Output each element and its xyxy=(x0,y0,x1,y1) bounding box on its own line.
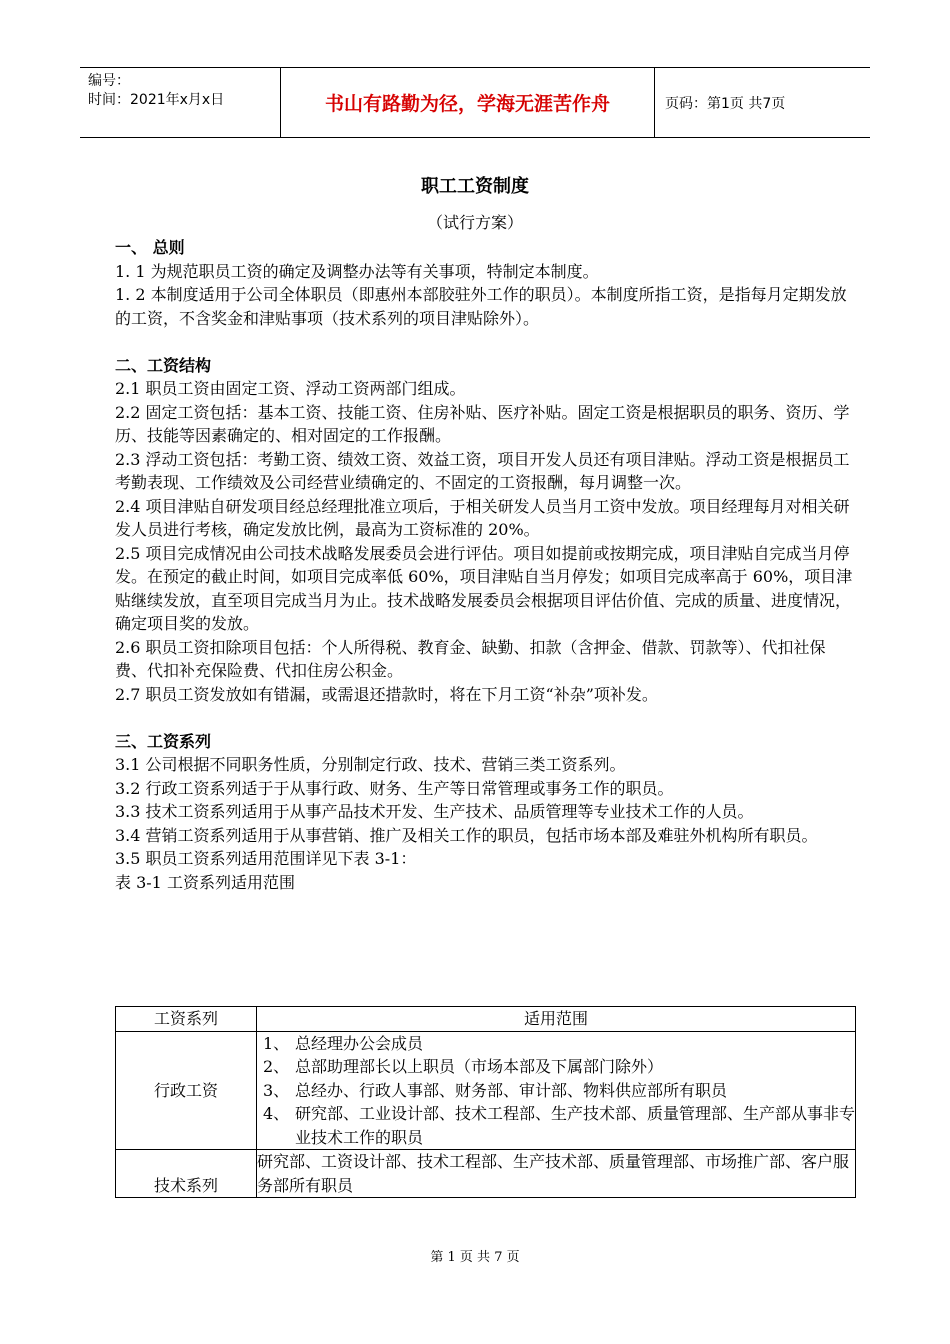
list-item xyxy=(257,1032,855,1056)
paragraph-3-2: 3.2 行政工资系列适于于从事行政、财务、生产等日常管理或事务工作的职员。 xyxy=(115,778,674,798)
list-item xyxy=(257,1079,855,1103)
paragraph-2-4: 2.4 项目津贴自研发项目经总经理批准立项后，于相关研发人员当月工资中发放。项目经理每月对相关研发人员进行考核，确定发放比例，最高为工资标准的 20%。 xyxy=(115,496,850,539)
table-caption: 表 3-1 工资系列适用范围 xyxy=(115,872,295,892)
list-item-number: 3、 xyxy=(263,1080,290,1100)
table-cell-series: 技术系列 xyxy=(116,1150,257,1198)
list-item-number: 2、 xyxy=(263,1057,290,1076)
section-heading-3: 三、工资系列 xyxy=(115,731,212,751)
table-cell-scope: 研究部、工资设计部、技术工程部、生产技术部、质量管理部、市场推广部、客户服务部所有职员 xyxy=(257,1150,856,1198)
table-row xyxy=(116,1031,856,1150)
paragraph-2-7: 2.7 职员工资发放如有错漏，或需退还措款时，将在下月工资“补杂”项补发。 xyxy=(115,684,658,704)
header-page-info: 页码：第1页 共7页 xyxy=(665,95,786,112)
table-cell-series: 行政工资 xyxy=(116,1031,257,1150)
list-item-text: 研究部、工业设计部、技术工程部、生产技术部、质量管理部、生产部从事非专业技术工作的职员 xyxy=(295,1104,856,1147)
header-time: 时间：2021年x月x日 xyxy=(88,92,225,108)
paragraph-3-3: 3.3 技术工资系列适用于从事产品技术开发、生产技术、品质管理等专业技术工作的人员。 xyxy=(115,802,754,821)
salary-series-table xyxy=(115,1006,856,1198)
header-number: 编号： xyxy=(88,73,130,89)
table-cell-scope xyxy=(257,1031,856,1150)
header-slogan: 书山有路勤为径，学海无涯苦作舟 xyxy=(281,68,655,137)
paragraph-3-1: 3.1 公司根据不同职务性质，分别制定行政、技术、营销三类工资系列。 xyxy=(115,755,626,774)
paragraph-2-3: 2.3 浮动工资包括：考勤工资、绩效工资、效益工资，项目开发人员还有项目津贴。浮动工资是根据员工考勤表现、工作绩效及公司经营业绩确定的、不固定的工资报酬，每月调整一次。 xyxy=(115,449,850,492)
page-footer: 第 1 页 共 7 页 xyxy=(430,1250,520,1265)
list-item-number: 1、 xyxy=(263,1033,290,1053)
header-meta xyxy=(80,68,281,137)
table-header-series: 工资系列 xyxy=(116,1007,257,1032)
list-item-text: 总部助理部长以上职员（市场本部及下属部门除外） xyxy=(295,1057,664,1076)
table-header-row xyxy=(116,1007,856,1032)
paragraph-2-5: 2.5 项目完成情况由公司技术战略发展委员会进行评估。项目如提前或按期完成，项目津贴自完成当月停发。在预定的截止时间，如项目完成率低 60%，项目津贴自当月停发；如项目完成率高于 60%，项目津贴继续发放，直至项目完成当月为止。技术战略发展委员会根据项目评估价值、完成的质量、进度情况，确定项目奖的发放。 xyxy=(115,543,853,633)
paragraph-2-6: 2.6 职员工资扣除项目包括：个人所得税、教育金、缺勤、扣款（含押金、借款、罚款等）、代扣社保费、代扣补充保险费、代扣住房公积金。 xyxy=(115,637,826,680)
document-title: 职工工资制度 xyxy=(421,176,529,197)
paragraph-2-1: 2.1 职员工资由固定工资、浮动工资两部门组成。 xyxy=(115,379,466,398)
list-item-text: 总经办、行政人事部、财务部、审计部、物料供应部所有职员 xyxy=(295,1080,728,1100)
table-row xyxy=(116,1150,856,1198)
list-item xyxy=(257,1055,855,1079)
paragraph-1-1: 1. 1 为规范职员工资的确定及调整办法等有关事项，特制定本制度。 xyxy=(115,261,599,281)
section-heading-1: 一、 总则 xyxy=(115,238,185,257)
list-item-number: 4、 xyxy=(263,1104,290,1123)
paragraph-3-5: 3.5 职员工资系列适用范围详见下表 3-1： xyxy=(115,849,417,868)
document-subtitle: （试行方案） xyxy=(426,213,523,232)
paragraph-1-2: 1. 2 本制度适用于公司全体职员（即惠州本部胶驻外工作的职员）。本制度所指工资，是指每月定期发放的工资，不含奖金和津贴事项（技术系列的项目津贴除外）。 xyxy=(115,285,847,328)
table-header-scope: 适用范围 xyxy=(257,1007,856,1032)
section-heading-2: 二、工资结构 xyxy=(115,355,212,375)
document-header xyxy=(80,67,870,138)
list-item xyxy=(257,1102,855,1149)
paragraph-3-4: 3.4 营销工资系列适用于从事营销、推广及相关工作的职员，包括市场本部及难驻外机构所有职员。 xyxy=(115,825,818,845)
paragraph-2-2: 2.2 固定工资包括：基本工资、技能工资、住房补贴、医疗补贴。固定工资是根据职员的职务、资历、学历、技能等因素确定的、相对固定的工作报酬。 xyxy=(115,402,850,445)
list-item-text: 总经理办公会成员 xyxy=(295,1033,424,1053)
document-body xyxy=(115,236,855,894)
